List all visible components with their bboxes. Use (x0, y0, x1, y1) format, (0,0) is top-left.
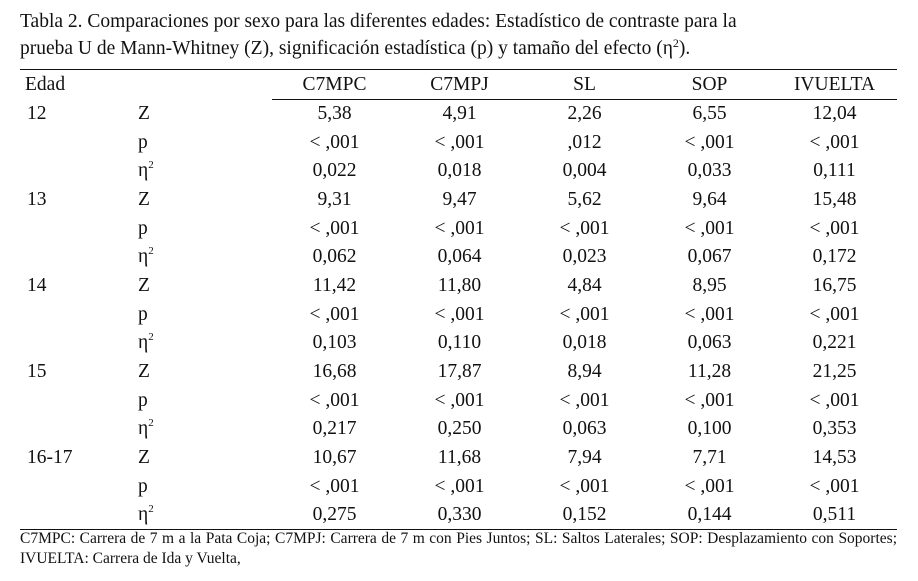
age-cell (20, 128, 138, 157)
value-cell: 16,75 (812, 274, 857, 296)
age-cell: 13 (27, 188, 47, 210)
value-cell: 0,152 (562, 504, 607, 526)
value-cell: 0,062 (312, 246, 357, 268)
caption-line-1: Tabla 2. Comparaciones por sexo para las diferentes edades: Estadístico de contraste para la (20, 11, 737, 32)
age-cell (20, 300, 138, 329)
value-cell: < ,001 (309, 303, 360, 325)
age-cell (20, 329, 138, 358)
value-cell: 11,80 (437, 274, 482, 296)
age-cell (20, 214, 138, 243)
value-cell: 12,04 (812, 103, 857, 125)
table-row (20, 386, 897, 415)
caption-line-2-text: prueba U de Mann-Whitney (Z), significación estadística (p) y tamaño del efecto (η (20, 38, 673, 59)
eta-symbol: η (138, 504, 149, 526)
value-cell: < ,001 (809, 303, 860, 325)
stat-cell: Z (138, 274, 150, 296)
table-row (20, 329, 897, 358)
age-cell (20, 501, 138, 530)
age-cell: 15 (27, 361, 47, 383)
value-cell: 0,033 (687, 160, 732, 182)
value-cell: 15,48 (812, 188, 857, 210)
value-cell: 0,275 (312, 504, 357, 526)
comparison-table (20, 69, 897, 530)
header-row (20, 70, 897, 100)
value-cell: 2,26 (567, 103, 602, 125)
value-cell: < ,001 (684, 475, 735, 497)
value-cell: 7,71 (692, 447, 727, 469)
value-cell: 0,217 (312, 418, 357, 440)
value-cell: < ,001 (559, 303, 610, 325)
table-row (20, 472, 897, 501)
value-cell: < ,001 (809, 217, 860, 239)
value-cell: < ,001 (684, 389, 735, 411)
value-cell: 11,42 (312, 274, 357, 296)
column-header: C7MPJ (397, 70, 522, 100)
value-cell: ,012 (567, 131, 602, 153)
value-cell: 0,064 (437, 246, 482, 268)
value-cell: 0,018 (562, 332, 607, 354)
value-cell: < ,001 (434, 303, 485, 325)
table-row (20, 186, 897, 215)
stat-cell: p (138, 475, 148, 497)
table-row (20, 358, 897, 387)
column-header: IVUELTA (772, 70, 897, 100)
value-cell: 9,64 (692, 188, 727, 210)
value-cell: < ,001 (809, 131, 860, 153)
value-cell: 0,067 (687, 246, 732, 268)
caption-line-2 (20, 35, 900, 62)
value-cell: 0,103 (312, 332, 357, 354)
stat-cell (138, 415, 272, 444)
table-caption (20, 8, 900, 62)
stat-header (138, 70, 272, 100)
stat-cell: Z (138, 361, 150, 383)
table-row (20, 300, 897, 329)
value-cell: < ,001 (559, 475, 610, 497)
value-cell: 5,62 (567, 188, 602, 210)
value-cell: < ,001 (684, 217, 735, 239)
age-cell (20, 243, 138, 272)
table-row (20, 157, 897, 186)
value-cell: 0,063 (562, 418, 607, 440)
value-cell: 0,022 (312, 160, 357, 182)
table-row (20, 444, 897, 473)
value-cell: < ,001 (684, 303, 735, 325)
eta-symbol: η (138, 246, 149, 268)
value-cell: 0,100 (687, 418, 732, 440)
value-cell: < ,001 (309, 217, 360, 239)
value-cell: 0,004 (562, 160, 607, 182)
value-cell: 0,172 (812, 246, 857, 268)
age-cell: 16-17 (27, 447, 73, 469)
value-cell: 0,250 (437, 418, 482, 440)
eta-superscript: 2 (148, 417, 154, 430)
table-row (20, 501, 897, 530)
table-header (20, 70, 897, 100)
eta-superscript: 2 (148, 503, 154, 516)
eta-superscript: 2 (148, 245, 154, 258)
value-cell: < ,001 (809, 389, 860, 411)
value-cell: 17,87 (437, 361, 482, 383)
value-cell: 4,91 (442, 103, 477, 125)
age-cell (20, 415, 138, 444)
value-cell: 0,063 (687, 332, 732, 354)
value-cell: < ,001 (559, 389, 610, 411)
column-header: SL (522, 70, 647, 100)
table-row (20, 415, 897, 444)
value-cell: 0,330 (437, 504, 482, 526)
eta-superscript: 2 (148, 159, 154, 172)
eta-superscript: 2 (148, 331, 154, 344)
value-cell: 9,47 (442, 188, 477, 210)
age-header: Edad (25, 73, 66, 95)
value-cell: 0,511 (812, 504, 857, 526)
stat-cell: Z (138, 188, 150, 210)
stat-cell: Z (138, 102, 150, 124)
value-cell: < ,001 (434, 475, 485, 497)
stat-cell (138, 243, 272, 272)
table-row (20, 272, 897, 301)
stat-cell (138, 501, 272, 530)
value-cell: 0,353 (812, 418, 857, 440)
table-row (20, 214, 897, 243)
value-cell: 0,221 (812, 332, 857, 354)
age-cell (20, 472, 138, 501)
value-cell: 16,68 (312, 361, 357, 383)
age-cell (20, 386, 138, 415)
table-footnote: C7MPC: Carrera de 7 m a la Pata Coja; C7MPJ: Carrera de 7 m con Pies Juntos; SL: Saltos Laterales; SOP: Desplazamiento con Soportes; IVUELTA: Carrera de Ida y Vuelta, (20, 530, 897, 567)
value-cell: 0,110 (437, 332, 482, 354)
value-cell: < ,001 (309, 475, 360, 497)
value-cell: 11,28 (687, 361, 732, 383)
value-cell: 0,144 (687, 504, 732, 526)
value-cell: 8,94 (567, 361, 602, 383)
value-cell: 0,018 (437, 160, 482, 182)
eta-symbol: η (138, 332, 149, 354)
value-cell: < ,001 (809, 475, 860, 497)
value-cell: 10,67 (312, 447, 357, 469)
table-body (20, 100, 897, 530)
table-row (20, 100, 897, 129)
eta-symbol: η (138, 160, 149, 182)
caption-superscript: 2 (672, 36, 679, 50)
age-cell: 14 (27, 274, 47, 296)
stat-cell: p (138, 303, 148, 325)
value-cell: 8,95 (692, 274, 727, 296)
value-cell: 4,84 (567, 274, 602, 296)
value-cell: 21,25 (812, 361, 857, 383)
stat-cell: p (138, 389, 148, 411)
value-cell: 7,94 (567, 447, 602, 469)
value-cell: < ,001 (434, 389, 485, 411)
table-row (20, 128, 897, 157)
value-cell: 6,55 (692, 103, 727, 125)
table-row (20, 243, 897, 272)
value-cell: < ,001 (309, 389, 360, 411)
stat-cell (138, 157, 272, 186)
value-cell: 0,023 (562, 246, 607, 268)
value-cell: 9,31 (317, 188, 352, 210)
value-cell: 0,111 (813, 160, 856, 182)
caption-line-2-end: ). (678, 38, 691, 59)
value-cell: < ,001 (684, 131, 735, 153)
value-cell: 11,68 (437, 447, 482, 469)
age-cell (20, 157, 138, 186)
column-header: SOP (647, 70, 772, 100)
stat-cell: p (138, 217, 148, 239)
value-cell: < ,001 (434, 131, 485, 153)
value-cell: < ,001 (559, 217, 610, 239)
stat-cell (138, 329, 272, 358)
stat-cell: Z (138, 447, 150, 469)
stat-cell: p (138, 131, 148, 153)
eta-symbol: η (138, 418, 149, 440)
value-cell: 14,53 (812, 447, 857, 469)
value-cell: < ,001 (309, 131, 360, 153)
column-header: C7MPC (272, 70, 397, 100)
age-cell: 12 (27, 102, 47, 124)
value-cell: < ,001 (434, 217, 485, 239)
value-cell: 5,38 (317, 103, 352, 125)
